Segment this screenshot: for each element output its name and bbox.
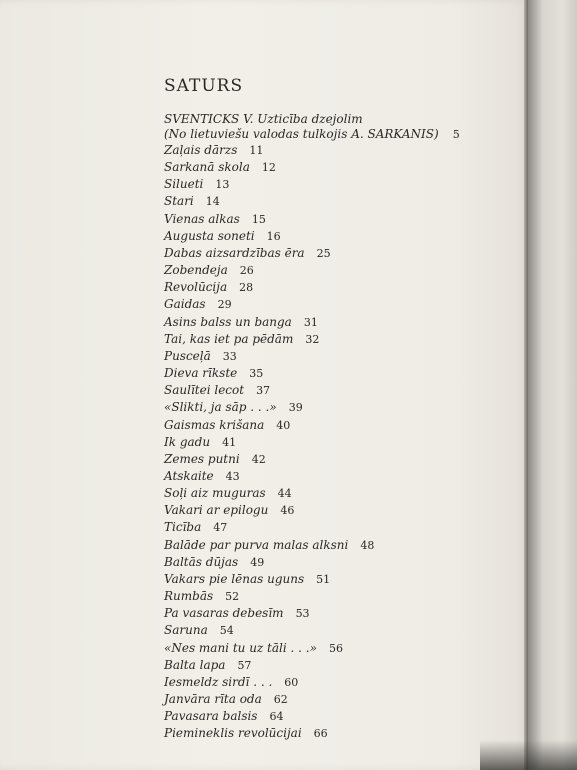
table-shadow: [480, 740, 577, 770]
toc-entry-page: 31: [303, 315, 318, 329]
toc-entry: [164, 468, 510, 485]
toc-entry: [164, 228, 510, 245]
toc-entry-page: 43: [225, 469, 240, 483]
toc-entry-page: 41: [222, 435, 237, 449]
toc-entry-page: 66: [313, 727, 328, 741]
toc-entry-title: Revolūcija: [164, 280, 228, 295]
toc-entry-title: Saruna: [164, 623, 208, 638]
intro-translation-text: (No lietuviešu valodas tulkojis A. SARKANIS): [164, 127, 439, 141]
toc-entry-page: 39: [288, 401, 303, 415]
toc-entry-page: 42: [251, 452, 266, 466]
toc-entry-page: 28: [239, 281, 254, 295]
toc-entry-page: 37: [256, 384, 271, 398]
toc-entry-title: Janvāra rīta oda: [164, 692, 262, 706]
toc-entry-page: 11: [249, 144, 264, 157]
toc-entry: [164, 159, 510, 176]
toc-entry-title: Dieva rīkste: [164, 366, 238, 381]
toc-entry: [164, 519, 510, 536]
toc-entry: [164, 502, 510, 519]
toc-entry-page: 47: [213, 521, 228, 535]
toc-entry-title: Piemineklis revolūcijai: [164, 726, 302, 741]
toc-entry-page: 62: [273, 693, 288, 706]
toc-entry-page: 15: [251, 212, 266, 226]
toc-entry-page: 44: [277, 487, 292, 501]
toc-entry-page: 57: [237, 658, 252, 672]
toc-entry-page: 25: [316, 246, 331, 260]
toc-entry-title: Silueti: [164, 177, 204, 192]
toc-heading: SATURS: [164, 76, 244, 96]
toc-entry-page: 35: [249, 367, 264, 381]
toc-entry-title: Zobendeja: [164, 263, 228, 278]
intro-line-translation: [164, 127, 510, 142]
toc-intro: [164, 112, 510, 142]
toc-entry-title: Vienas alkas: [164, 211, 240, 226]
toc-entry: [164, 296, 510, 313]
toc-entry-title: Vakars pie lēnas uguns: [164, 571, 305, 586]
toc-entry-title: Augusta soneti: [164, 228, 255, 243]
toc-entry-title: Atskaite: [164, 468, 214, 483]
toc-entry-title: «Slikti, ja sāp . . .»: [164, 400, 277, 415]
toc-entry-title: Asins balss un banga: [164, 314, 292, 329]
toc-entry: [164, 554, 510, 571]
toc-entry-page: 53: [295, 607, 310, 621]
toc-entry-page: 60: [284, 675, 299, 689]
toc-entry: [164, 348, 510, 365]
toc-entry-title: Zaļais dārzs: [164, 143, 238, 157]
toc-list: [160, 142, 510, 742]
table-of-contents: [160, 76, 510, 742]
toc-entry-page: 13: [215, 178, 230, 192]
toc-entry: [164, 193, 510, 210]
toc-entry: [164, 382, 510, 399]
toc-entry: [164, 417, 510, 434]
toc-entry: [164, 708, 510, 725]
toc-entry: [164, 485, 510, 502]
toc-entry: [164, 725, 510, 742]
toc-entry: [164, 622, 510, 639]
toc-entry-page: 12: [261, 161, 276, 175]
toc-entry-title: Balta lapa: [164, 657, 226, 672]
toc-entry-page: 40: [276, 418, 291, 432]
toc-entry-title: Sarkanā skola: [164, 160, 250, 175]
toc-entry: [164, 279, 510, 296]
toc-entry-title: Balāde par purva malas alksni: [164, 537, 349, 552]
toc-entry-page: 14: [205, 195, 220, 209]
toc-entry: [164, 451, 510, 468]
toc-entry-page: 51: [316, 572, 331, 586]
toc-entry-page: 64: [269, 710, 284, 724]
toc-entry: [164, 571, 510, 588]
toc-entry-page: 29: [217, 298, 232, 312]
toc-entry-page: 32: [305, 332, 320, 346]
toc-entry-title: Stari: [164, 194, 194, 209]
toc-entry: [164, 537, 510, 554]
toc-entry: [164, 314, 510, 331]
book-page-right: [528, 0, 577, 770]
toc-entry-title: Vakari ar epilogu: [164, 503, 269, 518]
toc-entry-title: Baltās dūjas: [164, 554, 239, 569]
intro-line-author: SVENTICKS V. Uzticība dzejolim: [164, 112, 363, 126]
toc-entry-page: 33: [222, 349, 237, 363]
toc-entry-page: 26: [239, 264, 254, 278]
toc-entry-title: Gaismas krišana: [164, 417, 265, 432]
toc-entry: [164, 176, 510, 193]
toc-entry-title: Tai, kas iet pa pēdām: [164, 331, 294, 346]
intro-page-number: 5: [452, 128, 460, 141]
toc-entry-page: 16: [266, 229, 281, 243]
toc-entry: [164, 142, 510, 159]
toc-entry-page: 48: [360, 538, 375, 552]
toc-entry-title: «Nes mani tu uz tāli . . .»: [164, 640, 317, 655]
toc-entry-page: 46: [280, 504, 295, 518]
toc-entry-title: Zemes putni: [164, 451, 240, 466]
toc-entry: [164, 674, 510, 691]
toc-entry-title: Iesmeldz sirdī . . .: [164, 674, 273, 689]
toc-entry-title: Soļi aiz muguras: [164, 486, 266, 501]
toc-entry-page: 49: [250, 555, 265, 569]
toc-entry: [164, 691, 510, 708]
toc-entry-title: Pavasara balsis: [164, 709, 258, 724]
toc-entry-title: Dabas aizsardzības ēra: [164, 245, 305, 260]
toc-entry: [164, 399, 510, 416]
toc-entry: [164, 605, 510, 622]
toc-entry: [164, 245, 510, 262]
toc-entry: [164, 657, 510, 674]
toc-entry-page: 56: [328, 641, 343, 655]
toc-entry: [164, 262, 510, 279]
toc-entry-title: Ik gadu: [164, 434, 211, 449]
toc-entry-title: Rumbās: [164, 589, 214, 604]
toc-entry-title: Pusceļā: [164, 348, 211, 363]
toc-entry-title: Gaidas: [164, 297, 206, 312]
toc-entry-title: Ticība: [164, 520, 202, 535]
toc-entry: [164, 211, 510, 228]
toc-entry: [164, 331, 510, 348]
toc-entry: [164, 365, 510, 382]
toc-entry: [164, 640, 510, 657]
toc-entry: [164, 434, 510, 451]
toc-entry-title: Saulītei lecot: [164, 383, 245, 398]
toc-entry-page: 52: [225, 590, 240, 604]
toc-entry-page: 54: [219, 624, 234, 638]
toc-entry: [164, 588, 510, 605]
toc-entry-title: Pa vasaras debesīm: [164, 606, 284, 621]
